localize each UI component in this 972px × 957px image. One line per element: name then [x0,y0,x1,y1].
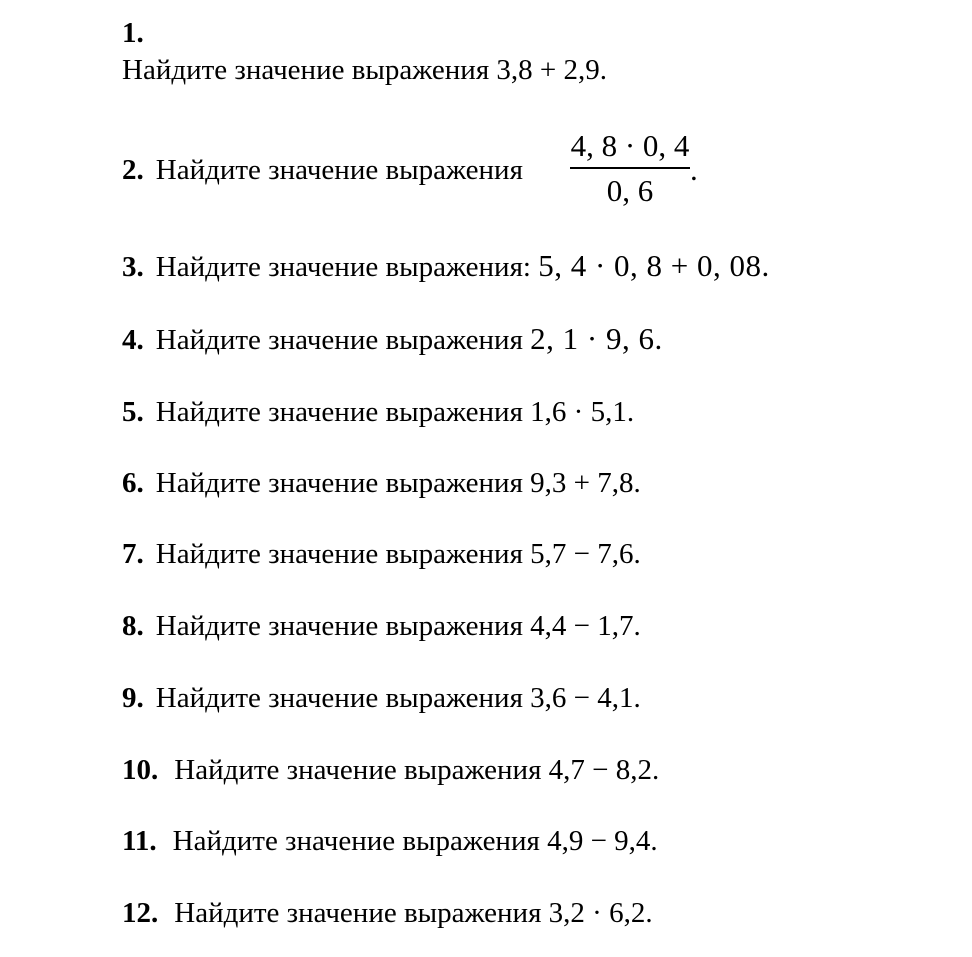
task-11 [122,823,658,859]
task-1-number: 1. [122,17,144,49]
task-12-number: 12. [122,897,159,929]
task-9-text: Найдите значение выражения 3,6 − 4,1. [155,682,641,714]
task-4-number: 4. [122,324,144,356]
task-4 [122,321,663,358]
task-2 [122,152,523,188]
task-11-text: Найдите значение выражения 4,9 − 9,4. [172,825,658,857]
task-12-text: Найдите значение выражения 3,2 · 6,2. [174,897,653,929]
task-3-number: 3. [122,251,144,283]
task-6 [122,465,641,501]
task-5-text: Найдите значение выражения 1,6 · 5,1. [155,396,635,428]
fraction-denominator: 0, 6 [606,173,654,208]
task-4-math: 2, 1 · 9, 6. [530,321,663,356]
task-5-number: 5. [122,396,144,428]
task-9 [122,680,641,716]
task-7-text: Найдите значение выражения 5,7 − 7,6. [155,538,641,570]
task-3 [122,248,770,285]
task-1-text: Найдите значение выражения 3,8 + 2,9. [122,54,608,86]
task-7-number: 7. [122,538,144,570]
task-11-number: 11. [122,825,157,857]
task-8 [122,608,641,644]
task-4-text: Найдите значение выражения [155,324,523,356]
task-2-end: . [690,152,698,187]
task-2-text: Найдите значение выражения [155,154,523,186]
task-8-text: Найдите значение выражения 4,4 − 1,7. [155,610,641,642]
task-10 [122,752,659,788]
task-2-number: 2. [122,154,144,186]
task-6-text: Найдите значение выражения 9,3 + 7,8. [155,467,641,499]
task-6-number: 6. [122,467,144,499]
fraction-numerator: 4, 8 · 0, 4 [570,128,690,163]
task-3-text: Найдите значение выражения: [155,251,531,283]
task-10-number: 10. [122,754,159,786]
task-5 [122,394,634,430]
task-9-number: 9. [122,682,144,714]
task-10-text: Найдите значение выражения 4,7 − 8,2. [174,754,660,786]
task-8-number: 8. [122,610,144,642]
task-3-math: 5, 4 · 0, 8 + 0, 08. [538,248,770,283]
fraction-bar [570,167,690,169]
task-12 [122,895,653,931]
task-2-fraction [570,128,690,209]
task-7 [122,536,641,572]
